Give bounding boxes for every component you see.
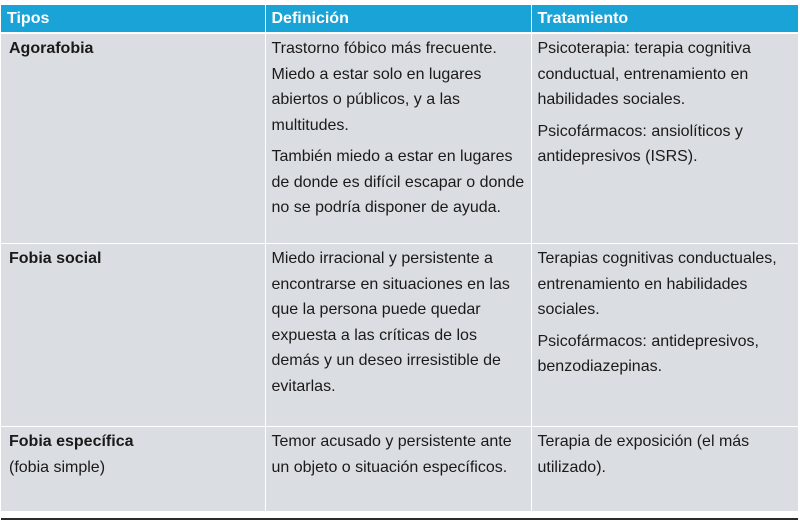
- type-name: Agorafobia: [9, 40, 94, 57]
- header-row: [1, 5, 798, 33]
- cell-definicion: [265, 427, 531, 512]
- table-row: [1, 427, 798, 512]
- cell-definicion: [265, 244, 531, 427]
- table-row: [1, 33, 798, 244]
- type-name: Fobia específica: [9, 433, 134, 450]
- treatment-paragraph: Psicofármacos: antidepresivos, benzodiazepinas.: [537, 332, 759, 375]
- treatment-paragraph: Psicoterapia: terapia cognitiva conductual, entrenamiento en habilidades sociales.: [537, 40, 751, 108]
- type-name: Fobia social: [9, 250, 102, 267]
- cell-tipo: [1, 244, 265, 427]
- definition-paragraph: Trastorno fóbico más frecuente. Miedo a estar solo en lugares abiertos o públicos, y a las multitudes.: [271, 40, 497, 134]
- definition-paragraph: Miedo irracional y persistente a encontrarse en situaciones en las que la persona puede quedar expuesta a las críticas de los demás y un deseo irresistible de evitarlas.: [271, 250, 510, 395]
- header-tipos: Tipos: [1, 5, 265, 33]
- treatment-paragraph: Terapias cognitivas conductuales, entrenamiento en habilidades sociales.: [537, 250, 777, 318]
- bottom-rule: [1, 518, 798, 520]
- cell-tipo: [1, 33, 265, 244]
- table-row: [1, 244, 798, 427]
- header-definicion: Definición: [265, 5, 531, 33]
- definition-paragraph: Temor acusado y persistente ante un objeto o situación específicos.: [271, 433, 512, 476]
- treatment-paragraph: Psicofármacos: ansiolíticos y antidepresivos (ISRS).: [537, 122, 743, 165]
- treatment-paragraph: Terapia de exposición (el más utilizado).: [537, 433, 750, 476]
- header-tratamiento: Tratamiento: [531, 5, 798, 33]
- cell-tratamiento: [531, 244, 798, 427]
- cell-tratamiento: [531, 427, 798, 512]
- phobia-table: [1, 5, 798, 511]
- cell-tratamiento: [531, 33, 798, 244]
- cell-definicion: [265, 33, 531, 244]
- type-subtitle: (fobia simple): [9, 458, 106, 476]
- definition-paragraph: También miedo a estar en lugares de donde es difícil escapar o donde no se podría disponer de ayuda.: [271, 148, 525, 216]
- cell-tipo: [1, 427, 265, 512]
